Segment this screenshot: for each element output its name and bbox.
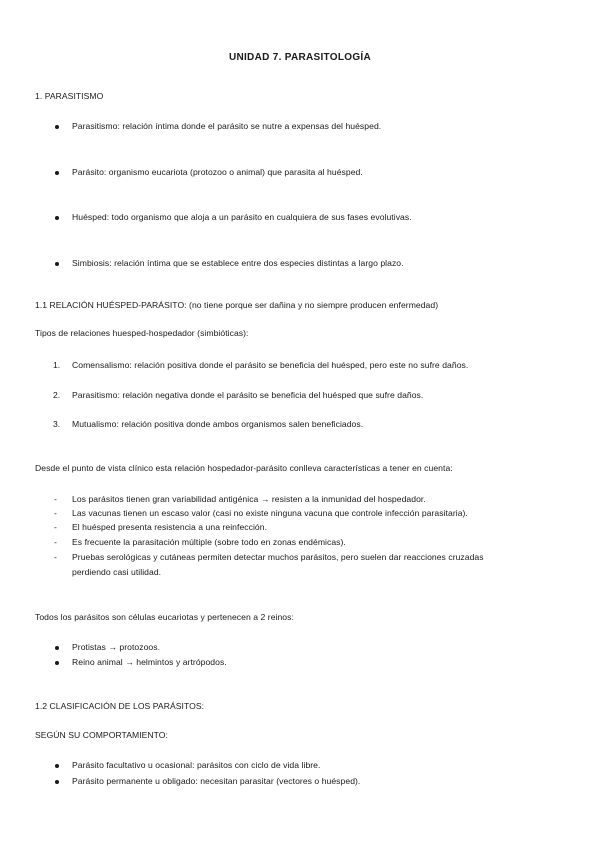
section-heading-relacion: 1.1 RELACIÓN HUÉSPED-PARÁSITO: (no tiene porque ser dañina y no siempre producen enfermedad) — [35, 300, 439, 310]
clinical-intro: Desde el punto de vista clínico esta relación hospedador-parásito conlleva características a tener en cuenta: — [35, 463, 453, 473]
list-number: 1. — [53, 360, 61, 370]
page-title: UNIDAD 7. PARASITOLOGÍA — [228, 52, 372, 63]
relation-type-parasitismo: Parasitismo: relación negativa donde el parásito se beneficia del huésped que sufre daños. — [72, 390, 424, 400]
clinical-item-continuation: perdiendo casi utilidad. — [72, 567, 162, 577]
dash-marker: - — [54, 508, 57, 518]
definition-parasito: Parásito: organismo eucariota (protozoo o animal) que parasita al huésped. — [72, 167, 363, 177]
bullet-icon — [55, 125, 59, 129]
section-heading-clasificacion: 1.2 CLASIFICACIÓN DE LOS PARÁSITOS: — [35, 701, 205, 711]
clinical-item: El huésped presenta resistencia a una reinfección. — [72, 522, 268, 532]
subheading-comportamiento: SEGÚN SU COMPORTAMIENTO: — [35, 730, 168, 740]
kingdoms-intro: Todos los parásitos son células eucariotas y pertenecen a 2 reinos: — [35, 612, 294, 622]
bullet-icon — [55, 764, 59, 768]
bullet-icon — [55, 780, 59, 784]
relation-type-comensalismo: Comensalismo: relación positiva donde el parásito se beneficia del huésped, pero este no sufre daños. — [72, 360, 469, 370]
definition-parasitismo: Parasitismo: relación íntima donde el parásito se nutre a expensas del huésped. — [72, 121, 382, 131]
bullet-icon — [55, 661, 59, 665]
clinical-item: Pruebas serológicas y cutáneas permiten detectar muchos parásitos, pero suelen dar reacciones cruzadas — [72, 552, 484, 562]
section-heading-parasitismo: 1. PARASITISMO — [35, 91, 104, 101]
classification-item: Parásito facultativo u ocasional: parásitos con ciclo de vida libre. — [72, 760, 321, 770]
dash-marker: - — [54, 494, 57, 504]
kingdom-item: Reino animal → helmintos y artrópodos. — [72, 657, 227, 667]
relation-types-intro: Tipos de relaciones huesped-hospedador (simbióticas): — [35, 328, 249, 338]
relation-type-mutualismo: Mutualismo: relación positiva donde ambos organismos salen beneficiados. — [72, 419, 364, 429]
dash-marker: - — [54, 537, 57, 547]
clinical-item: Es frecuente la parasitación múltiple (sobre todo en zonas endémicas). — [72, 537, 346, 547]
dash-marker: - — [54, 522, 57, 532]
definition-huesped: Huésped: todo organismo que aloja a un parásito en cualquiera de sus fases evolutivas. — [72, 212, 412, 222]
definition-simbiosis: Simbiosis: relación íntima que se establece entre dos especies distintas a largo plazo. — [72, 258, 404, 268]
dash-marker: - — [54, 552, 57, 562]
list-number: 2. — [53, 390, 61, 400]
bullet-icon — [55, 171, 59, 175]
clinical-item: Las vacunas tienen un escaso valor (casi no existe ninguna vacuna que controle infección parasitaria). — [72, 508, 468, 518]
classification-item: Parásito permanente u obligado: necesitan parasitar (vectores o huésped). — [72, 776, 361, 786]
kingdom-item: Protistas → protozoos. — [72, 642, 161, 652]
bullet-icon — [55, 646, 59, 650]
bullet-icon — [55, 262, 59, 266]
list-number: 3. — [53, 419, 61, 429]
clinical-item: Los parásitos tienen gran variabilidad antigénica → resisten a la inmunidad del hospedador. — [72, 494, 426, 504]
bullet-icon — [55, 216, 59, 220]
